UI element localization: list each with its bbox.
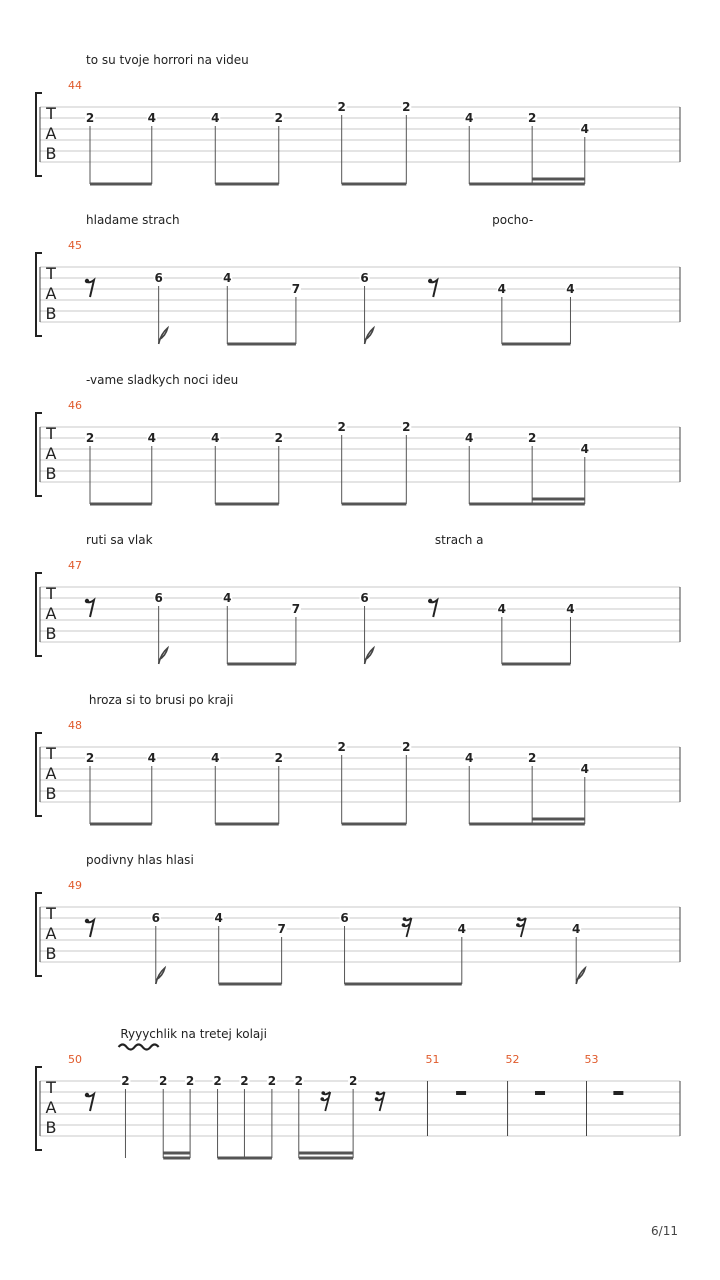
fret-number: 4	[465, 751, 474, 765]
eighth-rest-dot	[85, 599, 89, 603]
sixteenth-rest	[402, 918, 411, 937]
fret-number: 7	[291, 602, 301, 616]
sixteenth-rest-dot	[375, 1097, 379, 1101]
fret-number: 2	[240, 1074, 249, 1088]
fret-number: 2	[159, 1074, 168, 1088]
fret-number: 2	[274, 431, 283, 445]
fret-number: 6	[154, 271, 163, 285]
fret-number: 2	[85, 751, 95, 765]
sixteenth-rest	[321, 1092, 330, 1111]
note-beam	[532, 818, 585, 821]
fret-number: 4	[211, 111, 220, 125]
note-beam	[469, 823, 585, 826]
fret-number: 4	[147, 111, 156, 125]
fret-number: 4	[580, 442, 589, 456]
sixteenth-rest-dot	[320, 1097, 324, 1101]
note-beam	[163, 1152, 190, 1155]
measure-number: 49	[68, 879, 82, 892]
lyric-text: ruti sa vlak	[86, 533, 153, 547]
whole-rest	[613, 1091, 623, 1095]
note-flag	[576, 968, 585, 984]
sixteenth-rest-dot	[376, 1091, 380, 1095]
vibrato-mark	[119, 1045, 159, 1050]
fret-number: 4	[580, 122, 589, 136]
lyric-text: hladame strach	[86, 213, 180, 227]
eighth-rest-dot	[428, 599, 432, 603]
sixteenth-rest-dot	[402, 923, 406, 927]
whole-rest	[535, 1091, 545, 1095]
sixteenth-rest-dot	[517, 917, 521, 921]
fret-number: 4	[211, 751, 220, 765]
note-beam	[502, 663, 571, 666]
whole-rest	[456, 1091, 466, 1095]
note-beam	[163, 1157, 190, 1160]
lyric-text: to su tvoje horrori na videu	[86, 53, 249, 67]
system-bracket	[36, 253, 42, 336]
fret-number: 2	[402, 100, 411, 114]
fret-number: 2	[527, 111, 537, 125]
fret-number: 4	[580, 762, 589, 776]
fret-number: 4	[214, 911, 223, 925]
fret-number: 4	[223, 271, 232, 285]
note-flag	[156, 968, 165, 984]
sixteenth-rest-dot	[403, 917, 407, 921]
fret-number: 4	[465, 111, 474, 125]
tab-clef-letter: T	[46, 1078, 56, 1097]
tab-clef-letter: B	[45, 624, 57, 643]
measure-number: 47	[68, 559, 82, 572]
sixteenth-rest-dot	[321, 1091, 325, 1095]
note-beam	[218, 1157, 272, 1160]
lyric-text: hroza si to brusi po kraji	[88, 693, 234, 707]
note-beam	[342, 503, 407, 506]
note-beam	[90, 823, 152, 826]
fret-number: 2	[185, 1074, 195, 1088]
lyric-text: Ryyychlik na tretej kolaji	[120, 1027, 267, 1041]
note-beam	[227, 343, 296, 346]
tab-clef-letter: A	[45, 1098, 57, 1117]
tab-clef-letter: T	[46, 424, 56, 443]
fret-number: 6	[151, 911, 160, 925]
fret-number: 2	[274, 751, 283, 765]
fret-number: 4	[497, 282, 507, 296]
fret-number: 7	[291, 282, 301, 296]
tab-clef-letter: B	[45, 784, 57, 803]
note-beam	[227, 663, 296, 666]
tab-clef-letter: B	[45, 304, 57, 323]
measure-number: 51	[425, 1053, 440, 1066]
sixteenth-rest	[517, 918, 526, 937]
fret-number: 4	[465, 431, 474, 445]
fret-number: 2	[348, 1074, 358, 1088]
measure-number: 46	[68, 399, 82, 412]
tab-clef-letter: A	[45, 444, 57, 463]
note-beam	[215, 503, 278, 506]
note-flag	[159, 648, 168, 664]
fret-number: 7	[277, 922, 286, 936]
fret-number: 2	[267, 1074, 277, 1088]
system-bracket	[36, 573, 42, 656]
system-bracket	[36, 1067, 42, 1150]
measure-number: 45	[68, 239, 82, 252]
note-beam	[219, 983, 282, 986]
measure-number: 50	[68, 1053, 82, 1066]
tab-clef-letter: T	[46, 264, 56, 283]
measure-number: 53	[584, 1053, 599, 1066]
tab-clef-letter: B	[45, 1118, 57, 1137]
fret-number: 2	[527, 431, 537, 445]
fret-number: 4	[147, 431, 156, 445]
fret-number: 4	[457, 922, 466, 936]
note-flag	[159, 328, 168, 344]
fret-number: 2	[337, 100, 346, 114]
tab-clef-letter: T	[46, 584, 56, 603]
fret-number: 2	[274, 111, 283, 125]
fret-number: 2	[337, 420, 346, 434]
sixteenth-rest	[376, 1092, 385, 1111]
measure-number: 52	[505, 1053, 520, 1066]
fret-number: 4	[566, 602, 575, 616]
note-beam	[215, 823, 278, 826]
fret-number: 6	[154, 591, 163, 605]
tab-clef-letter: T	[46, 104, 56, 123]
fret-number: 2	[527, 751, 537, 765]
eighth-rest-dot	[85, 919, 89, 923]
lyric-text: strach a	[434, 533, 484, 547]
system-bracket	[36, 733, 42, 816]
tab-clef-letter: T	[46, 904, 56, 923]
fret-number: 6	[360, 271, 369, 285]
fret-number: 2	[402, 740, 411, 754]
note-beam	[90, 183, 152, 186]
note-beam	[469, 503, 585, 506]
fret-number: 4	[211, 431, 220, 445]
fret-number: 2	[402, 420, 411, 434]
fret-number: 6	[360, 591, 369, 605]
note-beam	[532, 498, 585, 501]
fret-number: 2	[337, 740, 346, 754]
tab-clef-letter: A	[45, 924, 57, 943]
eighth-rest-dot	[85, 279, 89, 283]
lyric-text: pocho-	[492, 213, 534, 227]
lyric-text: -vame sladkych noci ideu	[86, 373, 239, 387]
sixteenth-rest-dot	[516, 923, 520, 927]
lyric-text: podivny hlas hlasi	[86, 853, 194, 867]
note-beam	[299, 1157, 353, 1160]
fret-number: 2	[121, 1074, 130, 1088]
fret-number: 4	[566, 282, 575, 296]
eighth-rest-dot	[428, 279, 432, 283]
system-bracket	[36, 413, 42, 496]
note-flag	[365, 328, 374, 344]
note-beam	[90, 503, 152, 506]
tab-clef-letter: B	[45, 944, 57, 963]
fret-number: 4	[223, 591, 232, 605]
tab-clef-letter: A	[45, 764, 57, 783]
tab-clef-letter: A	[45, 124, 57, 143]
tab-clef-letter: A	[45, 604, 57, 623]
note-beam	[502, 343, 571, 346]
note-beam	[342, 823, 407, 826]
fret-number: 4	[572, 922, 581, 936]
note-beam	[532, 178, 585, 181]
note-beam	[215, 183, 278, 186]
tab-clef-letter: T	[46, 744, 56, 763]
note-beam	[345, 983, 462, 986]
tab-clef-letter: B	[45, 464, 57, 483]
note-beam	[299, 1152, 353, 1155]
fret-number: 2	[85, 111, 95, 125]
measure-number: 48	[68, 719, 82, 732]
note-flag	[365, 648, 374, 664]
measure-number: 44	[68, 79, 82, 92]
fret-number: 2	[294, 1074, 303, 1088]
note-beam	[469, 183, 585, 186]
fret-number: 6	[340, 911, 349, 925]
system-bracket	[36, 893, 42, 976]
fret-number: 4	[147, 751, 156, 765]
tab-clef-letter: A	[45, 284, 57, 303]
fret-number: 2	[85, 431, 95, 445]
eighth-rest-dot	[85, 1093, 89, 1097]
note-beam	[342, 183, 407, 186]
fret-number: 2	[213, 1074, 222, 1088]
system-bracket	[36, 93, 42, 176]
fret-number: 4	[497, 602, 507, 616]
tab-clef-letter: B	[45, 144, 57, 163]
page-number: 6/11	[651, 1224, 678, 1238]
